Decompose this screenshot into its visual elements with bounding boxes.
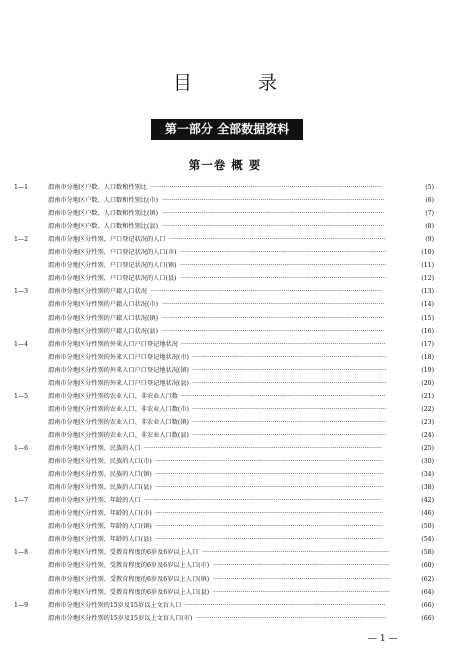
toc-page-ref: (12) [421,275,434,283]
toc-entry[interactable] [0,560,450,572]
toc-entry-title: 渭南市分地区分性别、受教育程度的6岁及6岁以上人口(市) [48,562,210,570]
toc-page-ref: (58) [421,549,434,557]
page-number: — 1 — [368,634,398,644]
toc-leader-dots: ···················································································································· [155,471,384,479]
toc-entry[interactable] [0,299,450,311]
toc-leader-dots: ················································································································· [162,210,385,218]
toc-page-ref: (13) [421,288,434,296]
toc-section-number: 1—5 [14,392,29,400]
toc-entry[interactable] [0,521,450,533]
toc-leader-dots: ················································································································· [162,327,385,335]
toc-leader-dots: ··································································································· [192,431,387,439]
toc-entry-title: 渭南市分地区分性别、民族的人口(县) [48,484,152,492]
toc-page-ref: (16) [421,327,434,335]
toc-entry[interactable] [0,482,450,494]
toc-entry[interactable] [0,182,450,194]
toc-entry-title: 渭南市分地区分性别的户籍人口状况(县) [48,327,159,335]
toc-entry-title: 渭南市分地区分性别、年龄的人口(镇) [48,523,152,531]
toc-entry[interactable] [0,378,450,390]
toc-page-ref: (10) [421,249,434,257]
toc-page-ref: (42) [421,497,434,505]
toc-page-ref: (6) [425,197,434,205]
toc-entry[interactable] [0,404,450,416]
toc-section-number: 1—9 [14,601,29,609]
toc-page-ref: (64) [421,588,434,596]
toc-entry-title: 渭南市分地区分性别的农业人口、非农业人口数 [48,392,178,400]
toc-page-ref: (60) [421,562,434,570]
toc-entry-title: 渭南市分地区分性别的外来人口户口登记地状况(镇) [48,366,189,374]
toc-leader-dots: ······················································································································ [150,184,383,191]
toc-page-ref: (22) [421,405,434,413]
toc-entry[interactable] [0,547,450,559]
toc-page-ref: (66) [421,601,434,609]
toc-entry[interactable] [0,208,450,220]
toc-entry-title: 渭南市分地区分性别、受教育程度的6岁及6岁以上人口 [48,549,199,557]
toc-leader-dots: ···················································································································· [155,536,384,544]
toc-entry-title: 渭南市分地区分性别、户口登记状况的人口(市) [48,249,177,257]
toc-entry-title: 渭南市分地区户数、人口数和性别比(市) [48,197,159,205]
toc-leader-dots: ················································································································· [162,197,385,205]
toc-entry-title: 渭南市分地区分性别的农业人口、非农业人口数(县) [48,431,189,439]
toc-leader-dots: ························································································································· [144,445,382,452]
toc-leader-dots: ···················································································································· [155,484,384,492]
toc-page-ref: (46) [421,510,434,518]
toc-page-ref: (24) [421,431,434,439]
toc-section-number: 1—2 [14,236,29,244]
toc-leader-dots: ··································································································· [192,366,387,374]
toc-leader-dots: ········································································································ [181,392,386,400]
toc-entry-title: 渭南市分地区分性别的户籍人口状况 [48,288,147,296]
toc-leader-dots: ················································································································· [162,223,385,231]
toc-leader-dots: ·························································································· [213,562,391,570]
toc-section-number: 1—4 [14,340,29,348]
toc-page-ref: (21) [421,392,434,400]
toc-page-ref: (54) [421,536,434,544]
toc-entry-title: 渭南市分地区分性别的外来人口户口登记地状况(市) [48,353,189,361]
toc-page-ref: (9) [425,236,434,244]
toc-entry[interactable] [0,195,450,207]
toc-entry-title: 渭南市分地区分性别的户籍人口状况(镇) [48,314,159,322]
toc-page-ref: (19) [421,366,434,374]
toc-page-ref: (23) [421,418,434,426]
toc-leader-dots: ··································································································· [192,405,387,413]
toc-entry-title: 渭南市分地区分性别、年龄的人口(市) [48,510,152,518]
toc-section-number: 1—8 [14,549,29,557]
toc-entry[interactable] [0,234,450,246]
toc-entry[interactable] [0,417,450,429]
toc-entry-title: 渭南市分地区分性别的外来人口户口登记地状况 [48,340,178,348]
toc-entry[interactable] [0,534,450,546]
toc-page-ref: (15) [421,314,434,322]
toc-section-number: 1—6 [14,445,29,452]
toc-leader-dots: ················································································································· [162,314,385,322]
toc-section-number: 1—3 [14,288,29,296]
toc-section-number: 1—7 [14,497,29,505]
toc-entry-title: 渭南市分地区分性别的农业人口、非农业人口数(市) [48,405,189,413]
toc-entry[interactable] [0,443,450,455]
toc-entry-title: 渭南市分地区户数、人口数和性别比(县) [48,223,159,231]
toc-leader-dots: ···················································································································· [155,510,384,518]
toc-entry-title: 渭南市分地区分性别、年龄的人口(县) [48,536,152,544]
toc-entry-title: 渭南市分地区分性别的户籍人口状况(市) [48,301,159,309]
toc-page-ref: (38) [421,484,434,492]
toc-entry[interactable] [0,574,450,586]
toc-page-ref: (62) [421,575,434,583]
toc-entry[interactable] [0,221,450,233]
toc-leader-dots: ································································································· [196,614,387,622]
toc-entry[interactable] [0,391,450,403]
toc-page-ref: (17) [421,340,434,348]
toc-section-number: 1—1 [14,184,29,191]
toc-entry[interactable] [0,613,450,625]
toc-entry-title: 渭南市分地区分性别的农业人口、非农业人口数(镇) [48,418,189,426]
toc-leader-dots: ··································································································· [192,353,387,361]
toc-entry-title: 渭南市分地区分性别的外来人口户口登记地状况(县) [48,379,189,387]
volume-title: 第一卷 概 要 [188,158,262,172]
toc-leader-dots: ················································································································· [162,301,385,309]
toc-leader-dots: ··································································································· [192,379,387,387]
page-title: 目 录 [172,72,308,94]
toc-leader-dots: ········································································································· [180,249,387,257]
toc-entry-title: 渭南市分地区分性别、民族的人口(镇) [48,471,152,479]
toc-leader-dots: ······························································································· [202,549,389,557]
toc-leader-dots: ·························································································· [213,575,391,583]
toc-leader-dots: ········································································································· [180,275,387,283]
toc-entry[interactable] [0,352,450,364]
toc-entry-title: 渭南市分地区分性别、户口登记状况的人口(镇) [48,262,177,270]
toc-leader-dots: ···················································································································· [155,523,384,531]
toc-leader-dots: ·············································································································· [169,236,386,244]
toc-page-ref: (20) [421,379,434,387]
part-banner: 第一部分 全部数据资料 [151,119,303,140]
toc-page-ref: (66) [421,614,434,622]
toc-entry[interactable] [0,456,450,468]
toc-entry[interactable] [0,430,450,442]
toc-leader-dots: ······················································································································ [150,288,383,296]
toc-entry-title: 渭南市分地区分性别、户口登记状况的人口(县) [48,275,177,283]
toc-page-ref: (5) [425,184,434,191]
toc-entry[interactable] [0,273,450,285]
toc-page-ref: (25) [421,445,434,452]
toc-leader-dots: ······································································································ [185,601,386,609]
toc-entry[interactable] [0,339,450,351]
toc-page-ref: (11) [421,262,434,270]
toc-entry[interactable] [0,260,450,272]
toc-leader-dots: ························································································································· [144,497,382,505]
toc-page-ref: (30) [421,458,434,466]
toc-entry[interactable] [0,508,450,520]
toc-entry[interactable] [0,587,450,599]
toc-entry-title: 渭南市分地区分性别的15岁及15岁以上文盲人口(市) [48,614,193,622]
toc-entry[interactable] [0,365,450,377]
toc-entry[interactable] [0,247,450,259]
toc-entry-title: 渭南市分地区分性别、民族的人口(市) [48,458,152,466]
toc-page-ref: (14) [421,301,434,309]
toc-entry-title: 渭南市分地区分性别、受教育程度的6岁及6岁以上人口(县) [48,588,210,596]
toc-entry[interactable] [0,286,450,298]
toc-entry-title: 渭南市分地区分性别、户口登记状况的人口 [48,236,166,244]
toc-entry-title: 渭南市分地区分性别的15岁及15岁以上文盲人口 [48,601,182,609]
toc-leader-dots: ········································································································ [181,340,386,348]
toc-leader-dots: ········································································································· [180,262,387,270]
toc-page-ref: (8) [425,223,434,231]
toc-entry-title: 渭南市分地区分性别、年龄的人口 [48,497,141,505]
toc-page-ref: (7) [425,210,434,218]
toc-entry-title: 渭南市分地区分性别、受教育程度的6岁及6岁以上人口(镇) [48,575,210,583]
toc-entry[interactable] [0,495,450,507]
toc-leader-dots: ·························································································· [213,588,391,596]
toc-entry-title: 渭南市分地区分性别、民族的人口 [48,445,141,452]
toc-page-ref: (50) [421,523,434,531]
toc-page-ref: (18) [421,353,434,361]
toc-entry[interactable] [0,326,450,338]
toc-entry[interactable] [0,313,450,325]
toc-entry-title: 渭南市分地区户数、人口数和性别比 [48,184,147,191]
toc-entry[interactable] [0,469,450,481]
toc-leader-dots: ···················································································································· [155,458,384,466]
toc-entry[interactable] [0,600,450,612]
toc-leader-dots: ··································································································· [192,418,387,426]
toc-page-ref: (34) [421,471,434,479]
toc-entry-title: 渭南市分地区户数、人口数和性别比(镇) [48,210,159,218]
